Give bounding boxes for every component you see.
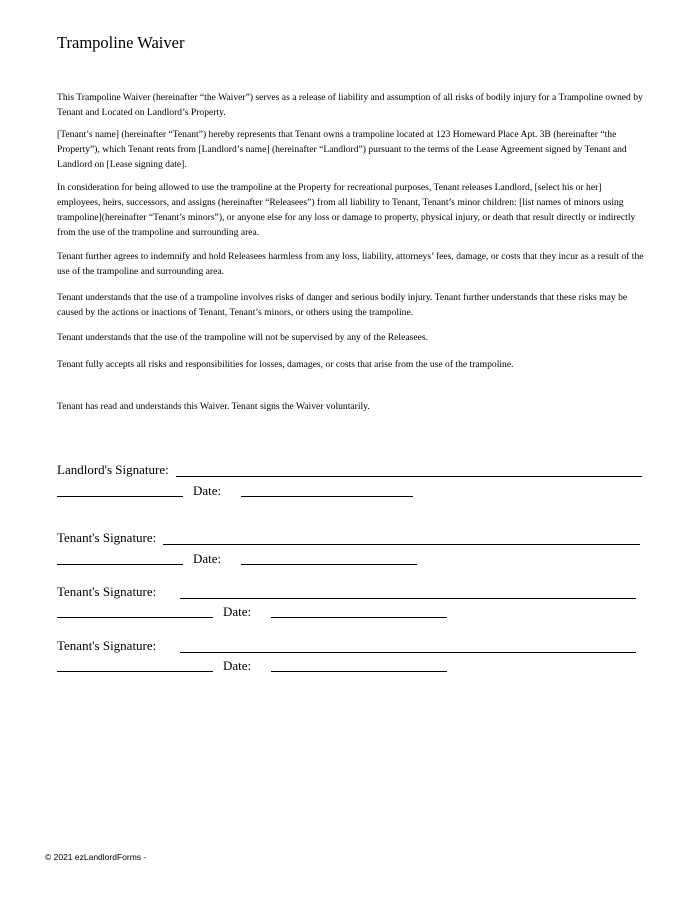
- paragraph-acknowledgement: Tenant has read and understands this Waiver. Tenant signs the Waiver voluntarily.: [57, 401, 370, 412]
- tenant-signature-line-3[interactable]: [180, 652, 636, 653]
- landlord-date-line[interactable]: [241, 496, 413, 497]
- paragraph-indemnify: Tenant further agrees to indemnify and hold Releasees harmless from any loss, liability, attorneys’ fees, damage, or costs that they incur as a result of the use of the trampoline and surrounding area.: [57, 251, 644, 277]
- tenant-date-line-3[interactable]: [271, 671, 447, 672]
- tenant-print-line-3[interactable]: [57, 671, 213, 672]
- paragraph-acceptance: Tenant fully accepts all risks and responsibilities for losses, damages, or costs that arise from the use of the trampoline.: [57, 359, 514, 370]
- landlord-signature-label: Landlord's Signature:: [57, 462, 169, 477]
- tenant-date-line-2[interactable]: [271, 617, 447, 618]
- landlord-print-line[interactable]: [57, 496, 183, 497]
- tenant-date-label-1: Date:: [193, 551, 222, 566]
- paragraph-parties: [Tenant’s name] (hereinafter “Tenant”) hereby represents that Tenant owns a trampoline located at 123 Homeward Place Apt. 3B (hereinafter “the Property”), which Tenant rents from [Landlord’s name] (hereinafter “Landlord”) pursuant to the terms of the Lease Agreement signed by Tenant and Landlord on [Lease signing date].: [57, 129, 627, 170]
- tenant-date-label-2: Date:: [223, 604, 252, 619]
- tenant-signature-line-2[interactable]: [180, 598, 636, 599]
- tenant-date-label-3: Date:: [223, 658, 252, 673]
- tenant-signature-label-3: Tenant's Signature:: [57, 638, 157, 653]
- tenant-print-line-2[interactable]: [57, 617, 213, 618]
- tenant-signature-label-1: Tenant's Signature:: [57, 530, 157, 545]
- footer-copyright: © 2021 ezLandlordForms -: [45, 852, 147, 862]
- paragraph-intro: This Trampoline Waiver (hereinafter “the Waiver”) serves as a release of liability and assumption of all risks of bodily injury for a Trampoline owned by Tenant and Located on Landlord’s Property.: [57, 92, 643, 118]
- tenant-signature-line-1[interactable]: [163, 544, 640, 545]
- tenant-signature-label-2: Tenant's Signature:: [57, 584, 157, 599]
- landlord-date-label: Date:: [193, 483, 222, 498]
- document-title: Trampoline Waiver: [57, 33, 185, 52]
- tenant-date-line-1[interactable]: [241, 564, 417, 565]
- paragraph-risks: Tenant understands that the use of a trampoline involves risks of danger and serious bodily injury. Tenant further understands that these risks may be caused by the actions or inactions of Tenant, Tenant’s minors, or others using the trampoline.: [57, 292, 628, 318]
- paragraph-release: In consideration for being allowed to use the trampoline at the Property for recreational purposes, Tenant releases Landlord, [select his or her] employees, heirs, successors, and assigns (hereinafter “Releasees”) from all liability to Tenant, Tenant’s minor children: [list names of minors using trampoline](hereinafter “Tenant’s minors”), or anyone else for any loss or damage to property, physical injury, or death that result directly or indirectly from the use of the trampoline and surrounding area.: [57, 182, 636, 238]
- tenant-print-line-1[interactable]: [57, 564, 183, 565]
- landlord-signature-line[interactable]: [176, 476, 642, 477]
- paragraph-supervision: Tenant understands that the use of the trampoline will not be supervised by any of the Releasees.: [57, 332, 428, 343]
